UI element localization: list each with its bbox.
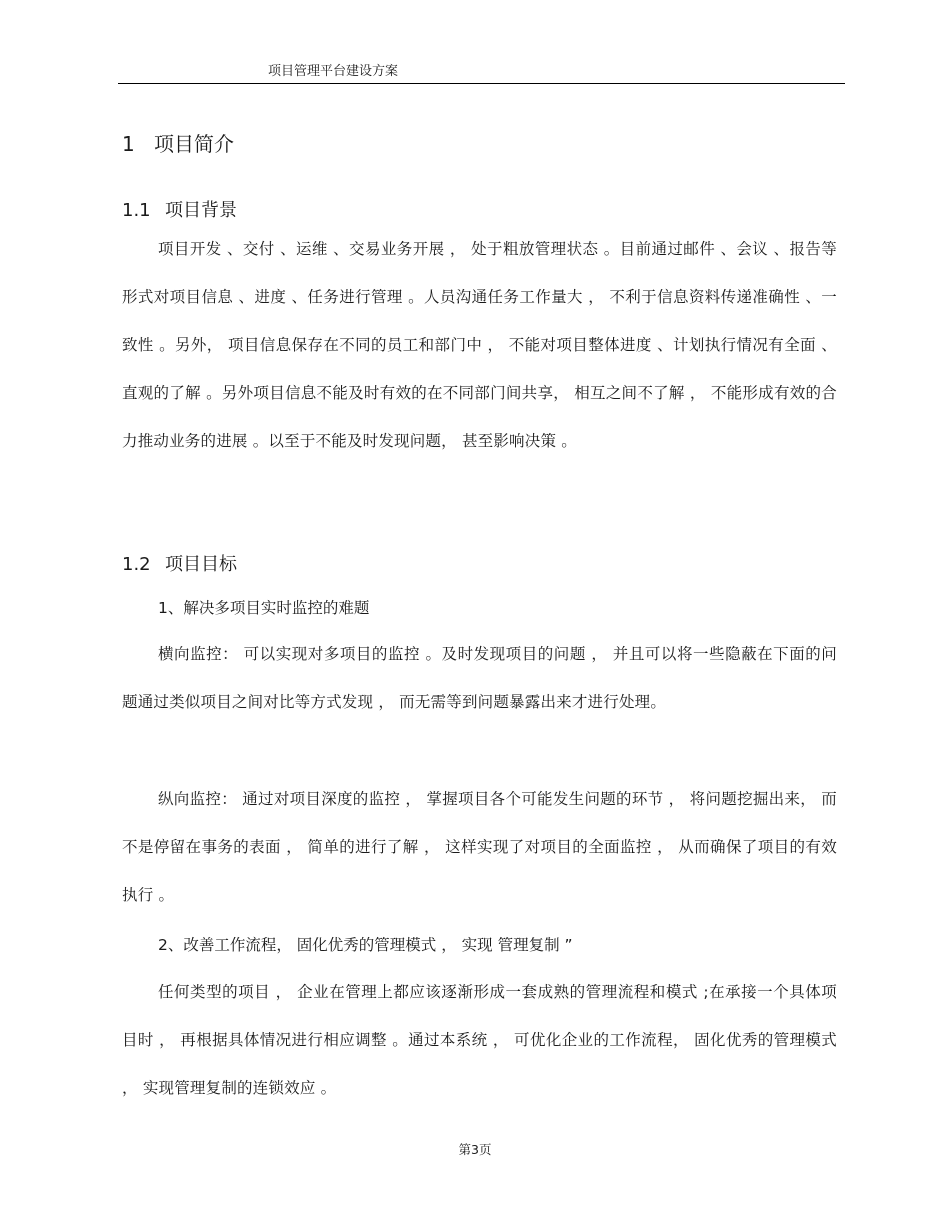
section-1-2-heading <box>122 550 237 576</box>
process-paragraph: 任何类型的项目 ， 企业在管理上都应该逐渐形成一套成熟的管理流程和模式 ;在承接一个具体项目时 ， 再根据具体情况进行相应调整 。通过本系统 ， 可优化企业的工作流程， 固化优秀的管理模式 ， 实现管理复制的连锁效应 。 <box>122 983 837 1097</box>
document-title: 项目管理平台建设方案 <box>268 64 399 79</box>
goal-item-2: 2、改善工作流程， 固化优秀的管理模式 ， 实现 管理复制 ” <box>158 936 573 954</box>
header-divider <box>118 83 845 84</box>
goal-item-1: 1、解决多项目实时监控的难题 <box>158 599 370 617</box>
section-title: 项目目标 <box>165 554 237 575</box>
page-number: 第3页 <box>458 1142 492 1157</box>
section-number: 1.1 <box>122 200 151 221</box>
background-paragraph: 项目开发 、交付 、运维 、交易业务开展 ， 处于粗放管理状态 。目前通过邮件 、会议 、报告等形式对项目信息 、进度 、任务进行管理 。人员沟通任务工作量大 ， 不利于信息资料传递准确性 、一致性 。另外， 项目信息保存在不同的员工和部门中 ， 不能对项目整体进度 、计划执行情况有全面 、直观的了解 。另外项目信息不能及时有效的在不同部门间共享， 相互之间不了解 ， 不能形成有效的合力推动业务的进展 。以至于不能及时发现问题， 甚至影响决策 。 <box>122 240 837 450</box>
section-number: 1 <box>122 132 135 156</box>
section-1-heading <box>122 128 234 157</box>
section-title: 项目背景 <box>165 200 237 221</box>
section-title: 项目简介 <box>154 132 234 156</box>
vertical-monitoring-paragraph: 纵向监控： 通过对项目深度的监控 ， 掌握项目各个可能发生问题的环节 ， 将问题挖掘出来， 而不是停留在事务的表面 ， 简单的进行了解 ， 这样实现了对项目的全面监控 ， 从而确保了项目的有效执行 。 <box>122 790 837 904</box>
horizontal-monitoring-paragraph: 横向监控： 可以实现对多项目的监控 。及时发现项目的问题 ， 并且可以将一些隐蔽在下面的问题通过类似项目之间对比等方式发现 ， 而无需等到问题暴露出来才进行处理。 <box>122 645 837 711</box>
section-1-1-heading <box>122 196 237 222</box>
section-number: 1.2 <box>122 554 151 575</box>
